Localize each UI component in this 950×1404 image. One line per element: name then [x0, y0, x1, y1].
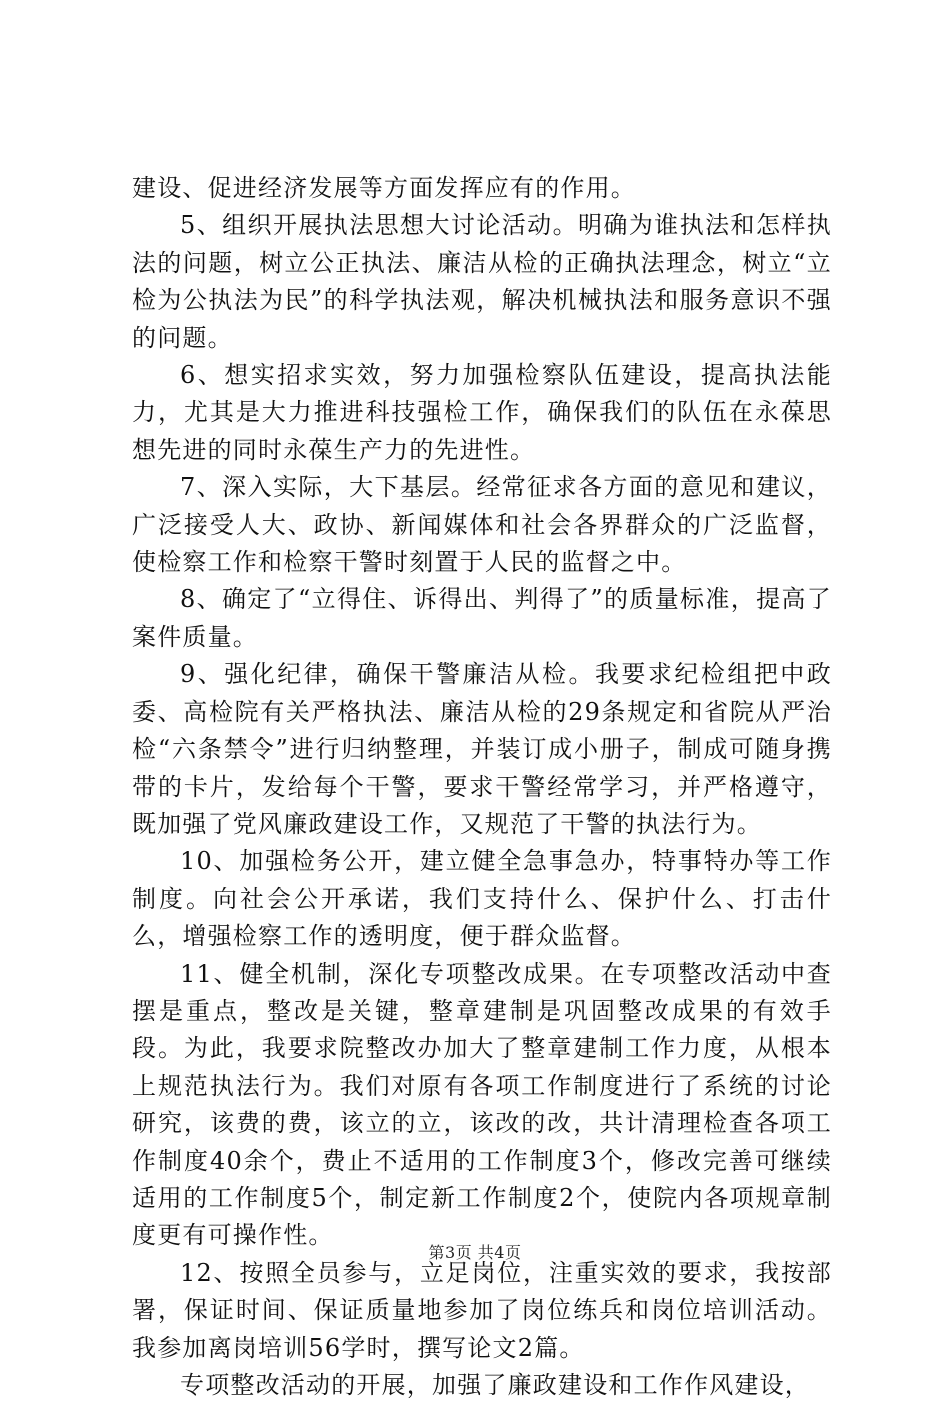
paragraph-item-9: 9、强化纪律，确保干警廉洁从检。我要求纪检组把中政委、高检院有关严格执法、廉洁从检的29条规定和省院从严治检“六条禁令”进行归纳整理，并装订成小册子，制成可随身携带的卡片，发给每个干警，要求干警经常学习，并严格遵守，既加强了党风廉政建设工作，又规范了干警的执法行为。	[132, 660, 832, 838]
paragraph-closing: 专项整改活动的开展，加强了廉政建设和工作作风建设，	[180, 1371, 810, 1399]
paragraph-item-11: 11、健全机制，深化专项整改成果。在专项整改活动中查摆是重点，整改是关键，整章建制是巩固整改成果的有效手段。为此，我要求院整改办加大了整章建制工作力度，从根本上规范执法行为。我们对原有各项工作制度进行了系统的讨论研究，该费的费，该立的立，该改的改，共计清理检查各项工作制度40余个，费止不适用的工作制度3个，修改完善可继续适用的工作制度5个，制定新工作制度2个，使院内各项规章制度更有可操作性。	[132, 959, 832, 1250]
paragraph-item-7: 7、深入实际，大下基层。经常征求各方面的意见和建议，广泛接受人大、政协、新闻媒体和社会各界群众的广泛监督，使检察工作和检察干警时刻置于人民的监督之中。	[132, 473, 832, 577]
paragraph-continuation: 建设、促进经济发展等方面发挥应有的作用。	[132, 174, 636, 202]
document-body	[132, 170, 832, 1404]
paragraph-item-10: 10、加强检务公开，建立健全急事急办，特事特办等工作制度。向社会公开承诺，我们支持什么、保护什么、打击什么，增强检察工作的透明度，便于群众监督。	[132, 847, 832, 951]
page-footer	[0, 1240, 950, 1263]
paragraph-item-5: 5、组织开展执法思想大讨论活动。明确为谁执法和怎样执法的问题，树立公正执法、廉洁从检的正确执法理念，树立“立检为公执法为民”的科学执法观，解决机械执法和服务意识不强的问题。	[132, 211, 832, 352]
page-number-label: 第3页 共4页	[428, 1243, 522, 1262]
paragraph-item-8: 8、确定了“立得住、诉得出、判得了”的质量标准，提高了案件质量。	[132, 585, 832, 651]
paragraph-item-6: 6、想实招求实效，努力加强检察队伍建设，提高执法能力，尤其是大力推进科技强检工作，确保我们的队伍在永葆思想先进的同时永葆生产力的先进性。	[132, 361, 832, 464]
paragraph-item-12: 12、按照全员参与，立足岗位，注重实效的要求，我按部署，保证时间、保证质量地参加了岗位练兵和岗位培训活动。我参加离岗培训56学时，撰写论文2篇。	[132, 1258, 832, 1362]
